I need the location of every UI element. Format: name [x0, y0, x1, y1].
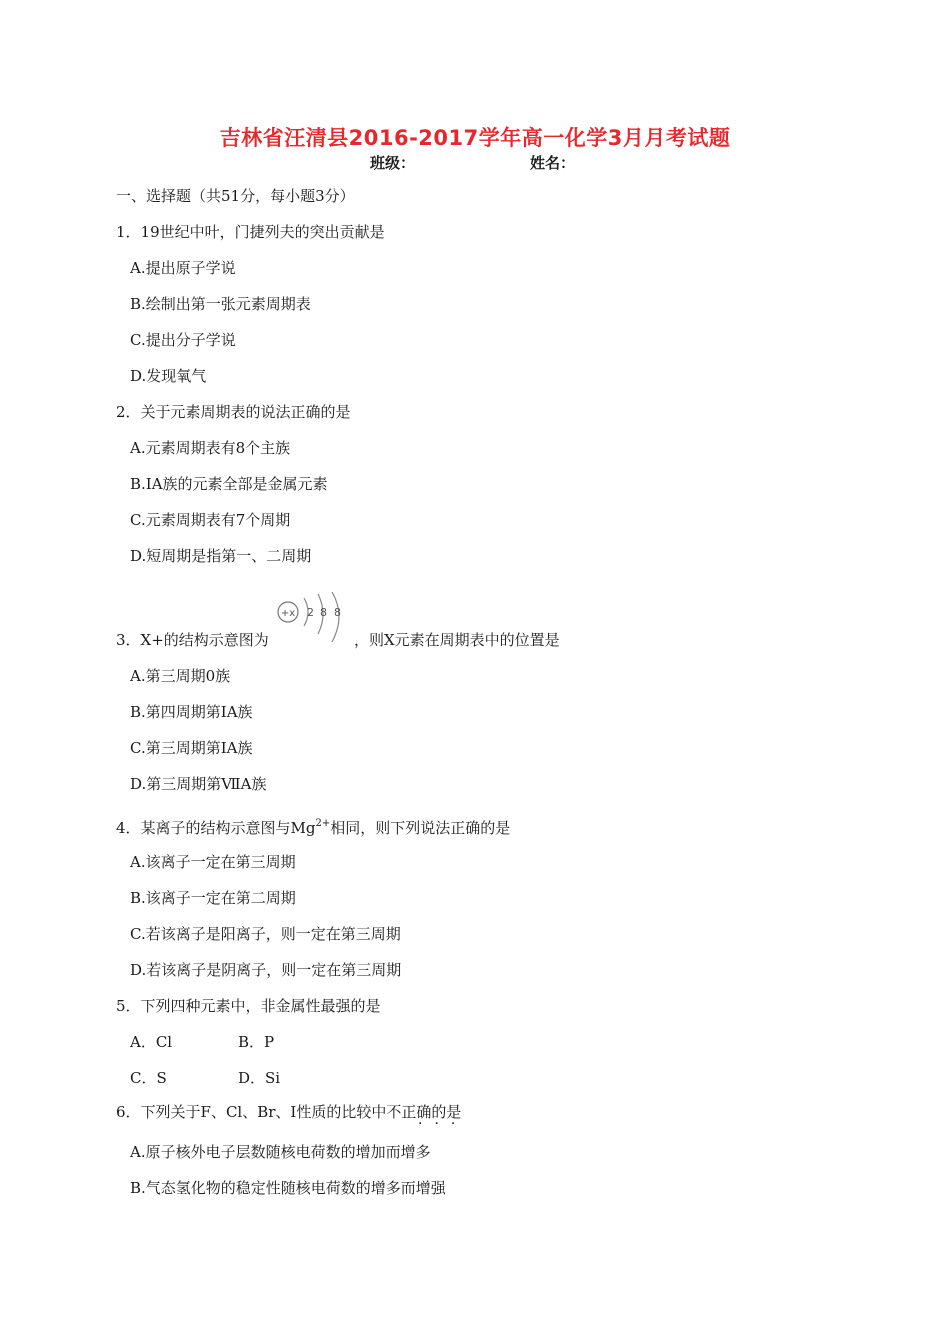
- question-5-option-c: C．S: [130, 1069, 167, 1087]
- question-1-option-a: A.提出原子学说: [130, 259, 236, 277]
- question-1-option-b: B.绘制出第一张元素周期表: [130, 295, 311, 313]
- section-heading: 一、选择题（共51分，每小题3分）: [116, 187, 355, 205]
- question-6-option-b: B.气态氢化物的稳定性随核电荷数的增多而增强: [130, 1179, 446, 1197]
- question-2-option-d: D.短周期是指第一、二周期: [130, 547, 312, 565]
- name-label: 姓名：: [530, 154, 576, 172]
- question-4-stem: [116, 814, 510, 838]
- question-2-option-b: B.ⅠA族的元素全部是金属元素: [130, 475, 328, 493]
- shell-2-count: 8: [320, 606, 327, 619]
- question-4-superscript: 2+: [315, 818, 331, 829]
- question-5-option-b: B．P: [238, 1033, 275, 1051]
- question-3-option-a: A.第三周期0族: [130, 667, 231, 685]
- question-4-option-d: D.若该离子是阴离子，则一定在第三周期: [130, 961, 402, 979]
- question-4-stem-before: 4．某离子的结构示意图与Mg: [116, 819, 316, 837]
- emphasis-dots: ···: [418, 1116, 468, 1132]
- question-3-option-c: C.第三周期第ⅠA族: [130, 739, 253, 757]
- question-1-option-d: D.发现氧气: [130, 367, 207, 385]
- question-2-stem: 2．关于元素周期表的说法正确的是: [116, 403, 351, 421]
- atomic-structure-diagram: [274, 592, 354, 644]
- question-1-stem: 1．19世纪中叶，门捷列夫的突出贡献是: [116, 223, 385, 241]
- page-title: 吉林省汪清县2016-2017学年高一化学3月月考试题: [219, 126, 731, 150]
- shell-1-count: 2: [307, 606, 314, 619]
- question-6-stem: 6．下列关于F、Cl、Br、I性质的比较中不正确的是: [116, 1103, 462, 1121]
- question-3-stem-after: ，则X元素在周期表中的位置是: [354, 631, 560, 649]
- question-3-option-d: D.第三周期第ⅦA族: [130, 775, 267, 793]
- class-label: 班级：: [370, 154, 416, 172]
- question-5-stem: 5．下列四种元素中，非金属性最强的是: [116, 997, 381, 1015]
- question-4-option-a: A.该离子一定在第三周期: [130, 853, 296, 871]
- shell-3-count: 8: [334, 606, 341, 619]
- question-4-stem-after: 相同，则下列说法正确的是: [330, 819, 511, 837]
- question-2-option-a: A.元素周期表有8个主族: [130, 439, 291, 457]
- question-1-option-c: C.提出分子学说: [130, 331, 236, 349]
- question-6-option-a: A.原子核外电子层数随核电荷数的增加而增多: [130, 1143, 431, 1161]
- question-3-option-b: B.第四周期第ⅠA族: [130, 703, 253, 721]
- nucleus-label: +x: [280, 608, 296, 619]
- question-2-option-c: C.元素周期表有7个周期: [130, 511, 291, 529]
- question-4-option-c: C.若该离子是阳离子，则一定在第三周期: [130, 925, 401, 943]
- question-5-option-d: D．Si: [238, 1069, 281, 1087]
- question-3-stem-before: 3．X+的结构示意图为: [116, 631, 269, 649]
- question-5-option-a: A．Cl: [130, 1033, 173, 1051]
- question-4-option-b: B.该离子一定在第二周期: [130, 889, 296, 907]
